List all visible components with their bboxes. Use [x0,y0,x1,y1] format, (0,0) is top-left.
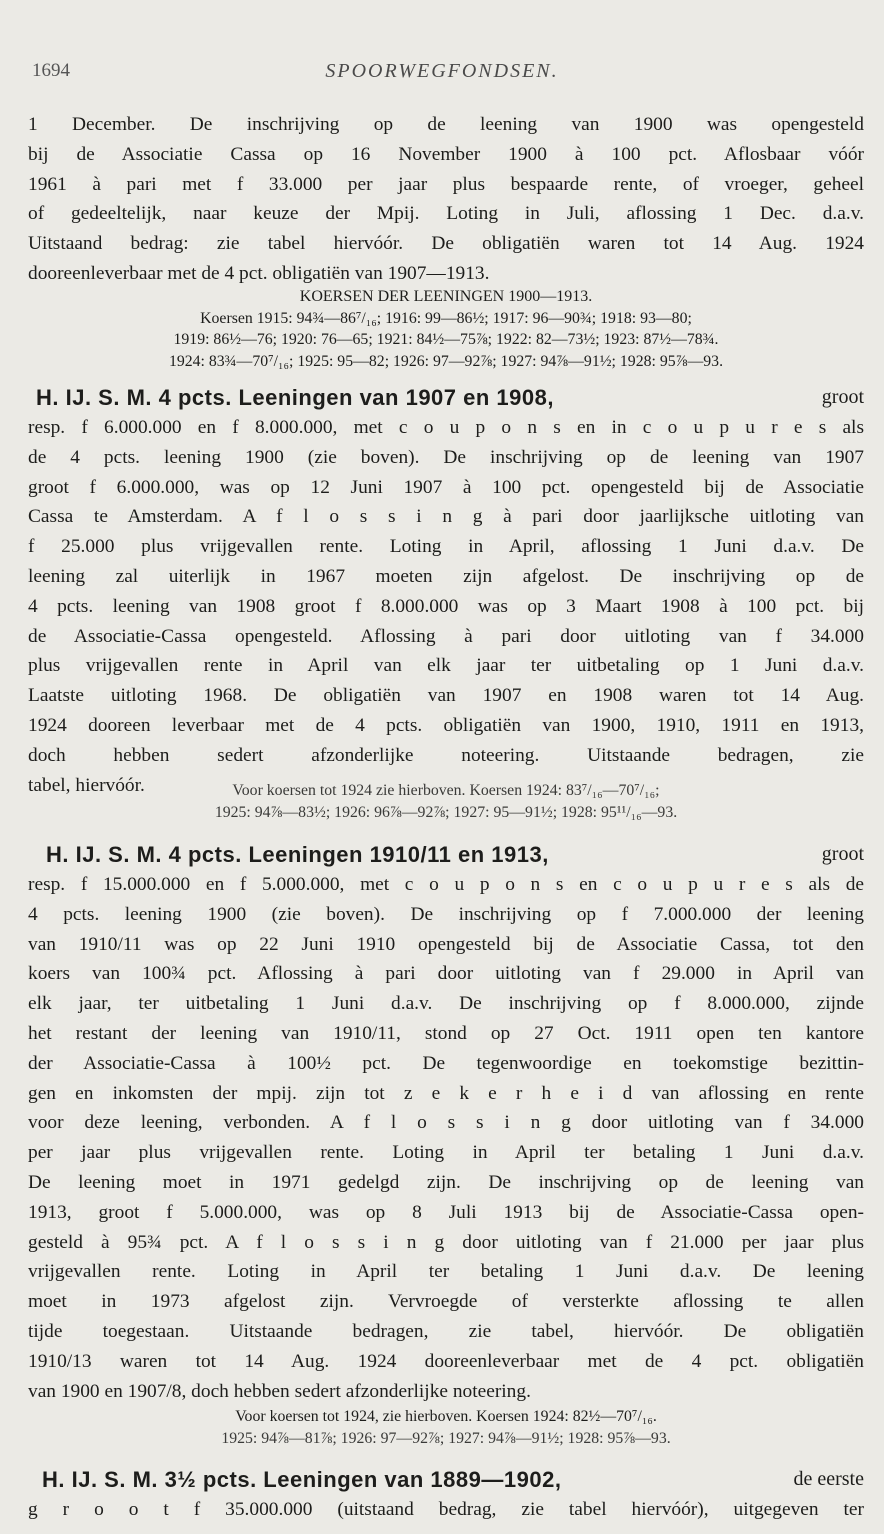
text-line: elk jaar, ter uitbetaling 1 Juni d.a.v. De inschrijving op f 8.000.000, zijnde [28,993,864,1015]
section-1-koersen [28,780,864,823]
text-line: voor deze leening, verbonden. A f l o s s i n g door uitloting van f 34.000 [28,1112,864,1134]
text-line: resp. f 6.000.000 en f 8.000.000, met c o u p o n s en in c o u p u r e s als [28,417,864,438]
section-3-heading-tail: de eerste [793,1468,864,1490]
text-line: Cassa te Amsterdam. A f l o s s i n g à pari door jaarlijksche uitloting van [28,506,864,528]
text-line: 1924 dooreen leverbaar met de 4 pcts. obligatiën van 1900, 1910, 1911 en 1913, [28,714,864,736]
text-line: de 4 pcts. leening 1900 (zie boven). De inschrijving op de leening van 1907 [28,446,864,468]
text-line: de Associatie-Cassa opengesteld. Aflossing à pari door uitloting van f 34.000 [28,625,864,647]
text-line: plus vrijgevallen rente in April van elk jaar ter uitbetaling op 1 Juni d.a.v. [28,655,864,677]
text-line: leening zal uiterlijk in 1967 moeten zijn afgelost. De inschrijving op de [28,565,864,587]
section-1-title: H. IJ. S. M. 4 pcts. Leeningen van 1907 en 1908, [36,385,554,410]
text-line: g r o o t f 35.000.000 (uitstaand bedrag, zie tabel hiervóór), uitgegeven ter [28,1499,864,1520]
koersen-title: KOERSEN DER LEENINGEN 1900—1913. [299,288,593,305]
text-line: dooreenleverbaar met de 4 pct. obligatiën van 1907—1913. [28,262,490,284]
text-line: moet in 1973 afgelost zijn. Vervroegde of versterkte aflossing te allen [28,1291,864,1313]
text-line: gesteld à 95¾ pct. A f l o s s i n g door uitloting van f 21.000 per jaar plus [28,1231,864,1253]
text-line: De leening moet in 1971 gedelgd zijn. De inschrijving op de leening van [28,1171,864,1193]
section-3-title: H. IJ. S. M. 3½ pcts. Leeningen van 1889—1902, [42,1467,562,1492]
section-3-paragraph [28,1495,864,1525]
text-line: tabel, hiervóór. [28,774,145,796]
page-header [32,52,852,86]
koersen-line: Voor koersen tot 1924, zie hierboven. Koersen 1924: 82½—70⁷/₁₆. [235,1408,657,1425]
text-line: koers van 100¾ pct. Aflossing à pari door uitloting van f 29.000 in April van [28,963,864,985]
koersen-line: 1919: 86½—76; 1920: 76—65; 1921: 84½—75⅞; 1922: 82—73½; 1923: 87½—78¾. [173,331,719,348]
koersen-line: 1925: 94⅞—81⅞; 1926: 97—92⅞; 1927: 94⅞—91½; 1928: 95⅞—93. [221,1429,671,1447]
section-2-paragraph [28,870,864,1406]
text-line: 4 pcts. leening 1900 (zie boven). De inschrijving op f 7.000.000 der leening [28,903,864,925]
text-line: 4 pcts. leening van 1908 groot f 8.000.000 was op 3 Maart 1908 à 100 pct. bij [28,595,864,617]
text-line: bij de Associatie Cassa op 16 November 1900 à 100 pct. Aflosbaar vóór [28,143,864,165]
section-2-title: H. IJ. S. M. 4 pcts. Leeningen 1910/11 en 1913, [46,842,549,867]
text-line: f 25.000 plus vrijgevallen rente. Loting in April, aflossing 1 Juni d.a.v. De [28,536,864,558]
text-line: of gedeeltelijk, naar keuze der Mpij. Loting in Juli, aflossing 1 Dec. d.a.v. [28,203,864,225]
intro-paragraph [28,110,864,289]
text-line: 1913, groot f 5.000.000, was op 8 Juli 1913 bij de Associatie-Cassa open- [28,1201,864,1223]
text-line: het restant der leening van 1910/11, stond op 27 Oct. 1911 open ten kantore [28,1022,864,1044]
text-line: Uitstaand bedrag: zie tabel hiervóór. De obligatiën waren tot 14 Aug. 1924 [28,233,864,255]
text-line: resp. f 15.000.000 en f 5.000.000, met c o u p o n s en c o u p u r e s als de [28,874,864,895]
koersen-line: Voor koersen tot 1924 zie hierboven. Koersen 1924: 83⁷/₁₆—70⁷/₁₆; [232,782,660,799]
section-2-heading [28,840,864,870]
text-line: Laatste uitloting 1968. De obligatiën van 1907 en 1908 waren tot 14 Aug. [28,685,864,707]
text-line: gen en inkomsten der mpij. zijn tot z e k e r h e i d van aflossing en rente [28,1082,864,1104]
koersen-line: 1925: 94⅞—83½; 1926: 96⅞—92⅞; 1927: 95—91½; 1928: 95¹¹/₁₆—93. [214,803,678,821]
running-title: SPOORWEGFONDSEN. [325,60,559,82]
koersen-line: 1924: 83¾—70⁷/₁₆; 1925: 95—82; 1926: 97—92⅞; 1927: 94⅞—91½; 1928: 95⅞—93. [168,352,724,370]
section-2-heading-tail: groot [821,843,864,865]
text-line: 1961 à pari met f 33.000 per jaar plus bespaarde rente, of vroeger, geheel [28,173,864,195]
text-line: doch hebben sedert afzonderlijke noteering. Uitstaande bedragen, zie [28,744,864,766]
section-1-heading [28,383,864,413]
section-2-koersen [28,1406,864,1449]
text-line: vrijgevallen rente. Loting in April ter betaling 1 Juni d.a.v. De leening [28,1261,864,1283]
text-line: per jaar plus vrijgevallen rente. Loting in April ter betaling 1 Juni d.a.v. [28,1142,864,1164]
text-line: groot f 6.000.000, was op 12 Juni 1907 à 100 pct. opengesteld bij de Associatie [28,476,864,498]
section-1-heading-tail: groot [821,386,864,408]
text-line: 1910/13 waren tot 14 Aug. 1924 dooreenleverbaar met de 4 pct. obligatiën [28,1350,864,1372]
koersen-line: Koersen 1915: 94¾—86⁷/₁₆; 1916: 99—86½; 1917: 96—90¾; 1918: 93—80; [200,309,692,327]
text-line: van 1910/11 was op 22 Juni 1910 opengesteld bij de Associatie Cassa, tot den [28,933,864,955]
text-line: tijde toegestaan. Uitstaande bedragen, zie tabel, hiervóór. De obligatiën [28,1320,864,1342]
text-line: der Associatie-Cassa à 100½ pct. De tegenwoordige en toekomstige bezittin- [28,1052,864,1074]
text-line: 1 December. De inschrijving op de leening van 1900 was opengesteld [28,114,864,135]
section-3-heading [28,1465,864,1495]
page-number: 1694 [32,60,70,81]
text-line: van 1900 en 1907/8, doch hebben sedert afzonderlijke noteering. [28,1380,531,1402]
koersen-block [28,286,864,372]
section-1-paragraph [28,413,864,800]
